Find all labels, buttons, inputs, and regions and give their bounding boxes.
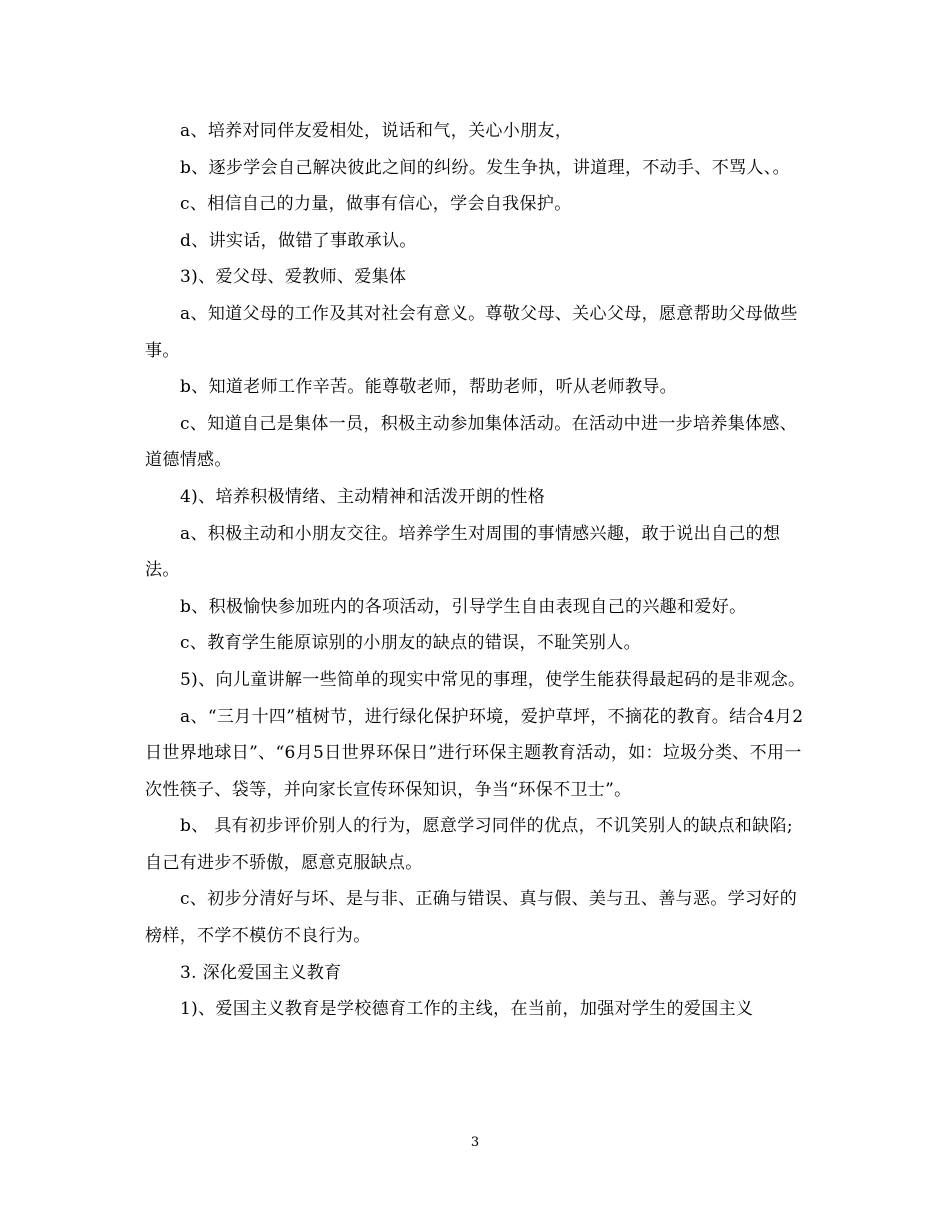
paragraph-b-class-activities: b、积极愉快参加班内的各项活动，引导学生自由表现自己的兴趣和爱好。 [180,596,747,617]
page-number: 3 [470,1135,480,1150]
paragraph-c-collective: c、知道自己是集体一员，积极主动参加集体活动。在活动中进一步培养集体感、道德情感。 [145,413,798,471]
paragraph-a-social-interest: a、积极主动和小朋友交往。培养学生对周围的事情感兴趣，敢于说出自己的想法。 [145,523,781,581]
paragraph-b-evaluation: b、 具有初步评价别人的行为，愿意学习同伴的优点，不讥笑别人的缺点和缺陷;自己有进步不骄傲，愿意克服缺点。 [145,816,793,873]
paragraph-b-resolve-disputes: b、逐步学会自己解决彼此之间的纠纷。发生争执，讲道理，不动手、不骂人、。 [180,157,790,178]
section-heading-patriotism: 3. 深化爱国主义教育 [180,962,342,983]
paragraph-patriotism-main: 1)、爱国主义教育是学校德育工作的主线，在当前，加强对学生的爱国主义 [180,999,754,1020]
section-heading-positive-character: 4)、培养积极情绪、主动精神和活泼开朗的性格 [180,486,546,507]
paragraph-d-honesty: d、讲实话，做错了事敢承认。 [180,230,417,251]
paragraph-c-forgiveness: c、教育学生能原谅别的小朋友的缺点的错误，不耻笑别人。 [180,633,641,654]
paragraph-a-parents: a、知道父母的工作及其对社会有意义。尊敬父母、关心父母，愿意帮助父母做些事。 [145,303,798,361]
section-heading-love-parents-teachers: 3)、爱父母、爱教师、爱集体 [180,267,407,288]
paragraph-c-self-confidence: c、相信自己的力量，做事有信心，学会自我保护。 [180,194,572,215]
document-body [145,113,807,1028]
section-heading-basic-values: 5)、向儿童讲解一些简单的现实中常见的事理，使学生能获得最起码的是非观念。 [180,669,806,690]
paragraph-a-friendship: a、培养对同伴友爱相处，说话和气，关心小朋友， [180,121,573,141]
paragraph-c-right-wrong: c、初步分清好与坏、是与非、正确与错误、真与假、美与丑、善与恶。学习好的榜样，不学不模仿不良行为。 [145,889,798,947]
paragraph-b-teachers: b、知道老师工作辛苦。能尊敬老师，帮助老师，听从老师教导。 [180,377,678,398]
paragraph-a-environment: a、“三月十四”植树节，进行绿化保护环境，爱护草坪，不摘花的教育。结合4月2日世界地球日”、“6月5日世界环保日”进行环保主题教育活动，如：垃圾分类、不用一次性筷子、袋等，并向家长宣传环保知识，争当“环保不卫士”。 [145,706,804,800]
